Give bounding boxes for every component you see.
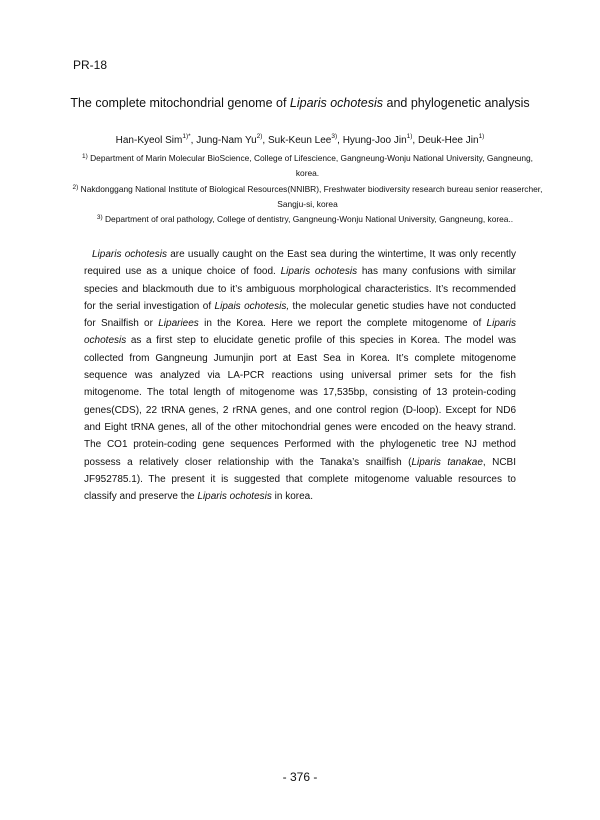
author-affiliation-marker: 1) [406,133,413,140]
affiliation-marker: 2) [72,184,79,191]
author-affiliation-marker: 1) [478,133,485,140]
paper-title [0,96,600,110]
affiliation-3 [60,212,550,227]
author-name: Deuk-Hee Jin [417,135,479,146]
author-name: Han-Kyeol Sim [115,135,183,146]
species-name: Lipais ochotesis, [214,300,290,312]
session-code: PR-18 [73,58,108,72]
author-name: Jung-Nam Yu [196,135,257,146]
abstract-text: as a first step to elucidate genetic profile of this species in Korea. The model was collected from Gangneung Jumunjin port at East Sea in Korea. It’s complete mitogenome sequence was analyzed via LA-PCR reactions using universal primer sets for the fish mitogenome. The total length of mitogenome was 17,535bp, consisting of 13 protein-coding genes(CDS), 22 tRNA genes, 2 rRNA genes, and one control region (D-loop). Except for ND6 and Eight tRNA genes, all of the other mitochondrial genes were encoded on the heavy strand. The CO1 protein-coding gene sequences Performed with the phylogenetic tree NJ method possess a relatively closer relationship with the Tanaka’s snailfish ( [84,335,516,468]
species-name: Liparis ochotesis [92,249,167,260]
title-species: Liparis ochotesis [289,96,384,110]
title-text-before: The complete mitochondrial genome of [70,96,290,110]
abstract-text: , NCBI JF952785.1). The present it is suggested that complete mitogenome valuable resources to classify and preserve the [84,456,516,503]
abstract-body [84,246,516,505]
title-text-after: and phylogenetic analysis [383,96,530,110]
author [196,135,268,146]
author-separator: , [412,135,418,146]
species-name: Liparis ochotesis [84,318,516,347]
abstract-text: has many confusions with similar species and blackmouth due to it’s ambiguous morphological characteristics. It’s recommended for the serial investigation of [84,266,516,312]
author [268,135,343,146]
abstract-text: are usually caught on the East sea during the wintertime, It was only recently required use as a unique choice of food. [84,249,517,278]
affiliation-marker: 1) [82,153,88,160]
abstract-text: in the Korea. Here we report the complete mitogenome of [198,318,487,330]
author [418,135,484,146]
species-name: Liparis ochotesis [197,491,272,503]
species-name: Liparis ochotesis [280,266,358,278]
species-name: Lipariees [158,318,199,330]
author-name: Hyung-Joo Jin [342,135,407,146]
affiliation-text: Department of Marin Molecular BioScience, College of Lifescience, Gangneung-Wonju National University, Gangneung, korea. [87,153,533,178]
affiliation-text: Department of oral pathology, College of dentistry, Gangneung-Wonju National University, Gangneung, korea.. [102,214,514,224]
abstract-text: the molecular genetic studies have not conducted for Snailfish or [84,300,516,330]
affiliation-text: Nakdonggang National Institute of Biological Resources(NNIBR), Freshwater biodiversity research bureau senior reasercher, Sangju-si, korea [78,184,543,209]
author-name: Suk-Keun Lee [267,135,332,146]
author-affiliation-marker: 3) [331,133,338,140]
author [116,135,197,146]
affiliation-2 [70,182,545,212]
affiliation-1 [70,151,545,181]
author-separator: , [337,135,343,146]
abstract-text: in korea. [271,491,314,503]
page-number: - 376 - [282,770,318,784]
author-separator: , [262,135,268,146]
author-separator: , [190,135,197,146]
species-name: Liparis tanakae [411,456,483,468]
affiliation-marker: 3) [96,214,103,221]
author-affiliation-marker: 2) [256,133,263,140]
author [343,135,418,146]
author-affiliation-marker: 1)* [182,133,191,140]
author-list [0,135,600,146]
